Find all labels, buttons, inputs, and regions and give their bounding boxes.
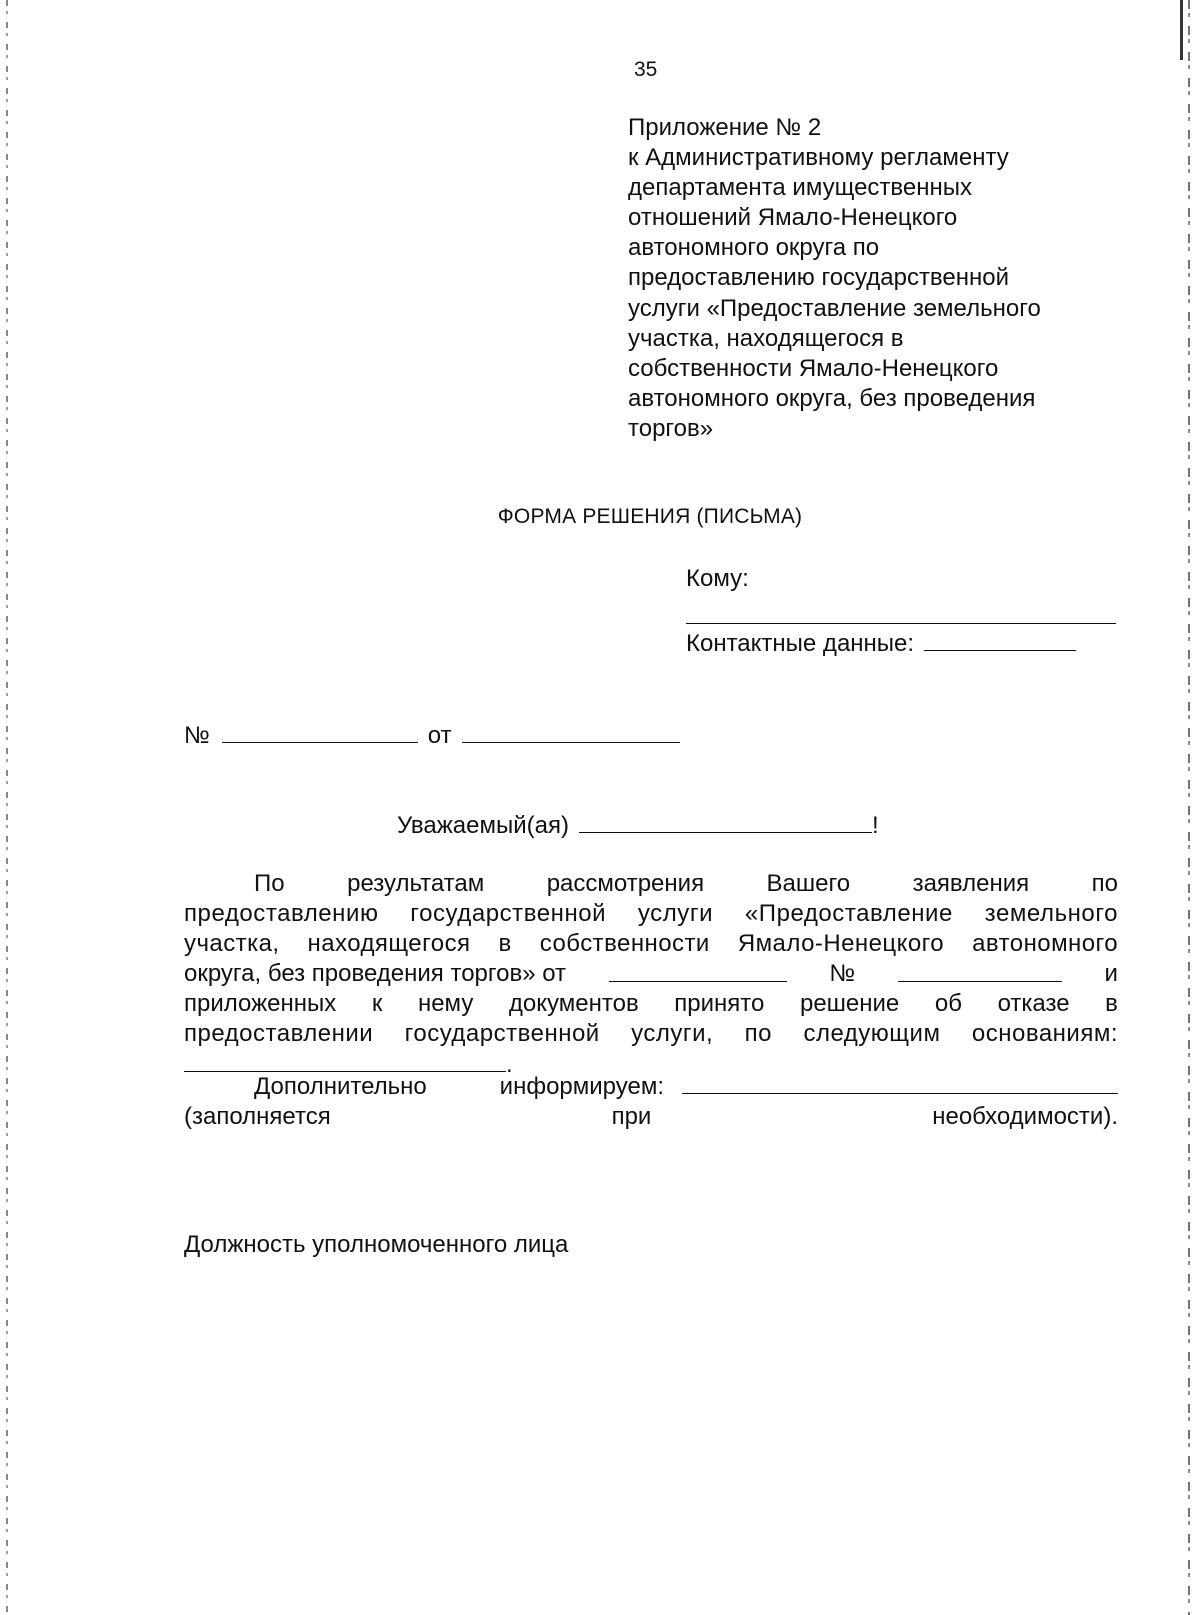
page-number: 35 — [634, 58, 658, 81]
appendix-line: предоставлению государственной — [628, 264, 1010, 292]
greeting-end: ! — [871, 812, 879, 839]
appendix-line: к Административному регламенту — [628, 144, 1009, 172]
scan-edge-right — [1188, 0, 1190, 1615]
appendix-line: департамента имущественных — [628, 174, 973, 202]
contacts-label: Контактные данные: — [686, 630, 915, 657]
contacts-row — [686, 628, 1076, 658]
body-word: По — [254, 870, 285, 897]
scan-edge-left — [6, 0, 8, 1615]
body-word: документов — [508, 990, 639, 1017]
application-number-blank — [898, 959, 1062, 982]
grounds-blank — [184, 1049, 506, 1072]
body-word: отказе — [997, 990, 1070, 1017]
application-date-blank — [609, 959, 787, 982]
date-label: от — [427, 722, 452, 749]
body-line-4 — [184, 959, 1118, 989]
appendix-line: Приложение № 2 — [628, 114, 822, 141]
scan-edge-mark — [1180, 0, 1183, 60]
number-label: № — [184, 722, 210, 749]
body-word: приложенных — [184, 990, 337, 1017]
appendix-line: услуги «Предоставление земельного — [628, 294, 1041, 322]
appendix-line: отношений Ямало-Ненецкого — [628, 204, 958, 232]
date-blank — [462, 720, 680, 743]
appendix-line: участка, находящегося в — [628, 324, 904, 352]
signature-role: Должность уполномоченного лица — [184, 1231, 569, 1258]
body-word: принято — [674, 990, 765, 1017]
number-blank — [222, 720, 418, 743]
appendix-line: торгов» — [628, 414, 714, 442]
grounds-end: . — [506, 1051, 513, 1078]
body-word: к — [371, 990, 383, 1017]
contacts-blank — [924, 628, 1076, 651]
body-word: нему — [417, 990, 474, 1017]
body-line-2: предоставлению государственной услуги «Предоставление земельного — [184, 900, 1118, 927]
recipient-to-label: Кому: — [686, 565, 749, 592]
appendix-line: автономного округа, без проведения — [628, 384, 1036, 412]
appendix-line: собственности Ямало-Ненецкого — [628, 354, 999, 382]
body-word: Вашего — [766, 870, 851, 897]
greeting-row — [397, 810, 879, 840]
body-word: заявления — [912, 870, 1030, 897]
appendix-line: автономного округа по — [628, 234, 880, 262]
body-word: рассмотрения — [546, 870, 705, 897]
form-title: ФОРМА РЕШЕНИЯ (ПИСЬМА) — [497, 505, 803, 528]
body-line-3: участка, находящегося в собственности Ямало-Ненецкого автономного — [184, 930, 1118, 957]
body-word: результатам — [347, 870, 485, 897]
registration-row — [184, 720, 680, 750]
body-line-8 — [184, 1071, 1118, 1102]
body-line-6: предоставлении государственной услуги, по следующим основаниям: — [184, 1020, 1118, 1047]
body-line-1 — [184, 869, 1118, 899]
decision-body — [184, 869, 1118, 1132]
recipient-blank-line — [686, 623, 1116, 624]
body-line-4-text: округа, без проведения торгов» от — [184, 960, 567, 987]
body-word: решение — [799, 990, 900, 1017]
greeting-label: Уважаемый(ая) — [397, 812, 569, 839]
greeting-name-blank — [579, 810, 872, 833]
additional-info-label: Дополнительно информируем: — [254, 1073, 664, 1100]
body-word: в — [1105, 990, 1118, 1017]
body-word: об — [934, 990, 962, 1017]
body-word: по — [1091, 870, 1118, 897]
body-and: и — [1104, 960, 1118, 987]
body-line-9: (заполняется при необходимости). — [184, 1103, 1118, 1130]
appendix-header — [628, 113, 1148, 444]
additional-info-blank — [682, 1071, 1118, 1094]
body-line-5 — [184, 989, 1118, 1019]
body-number-sign: № — [829, 960, 856, 987]
